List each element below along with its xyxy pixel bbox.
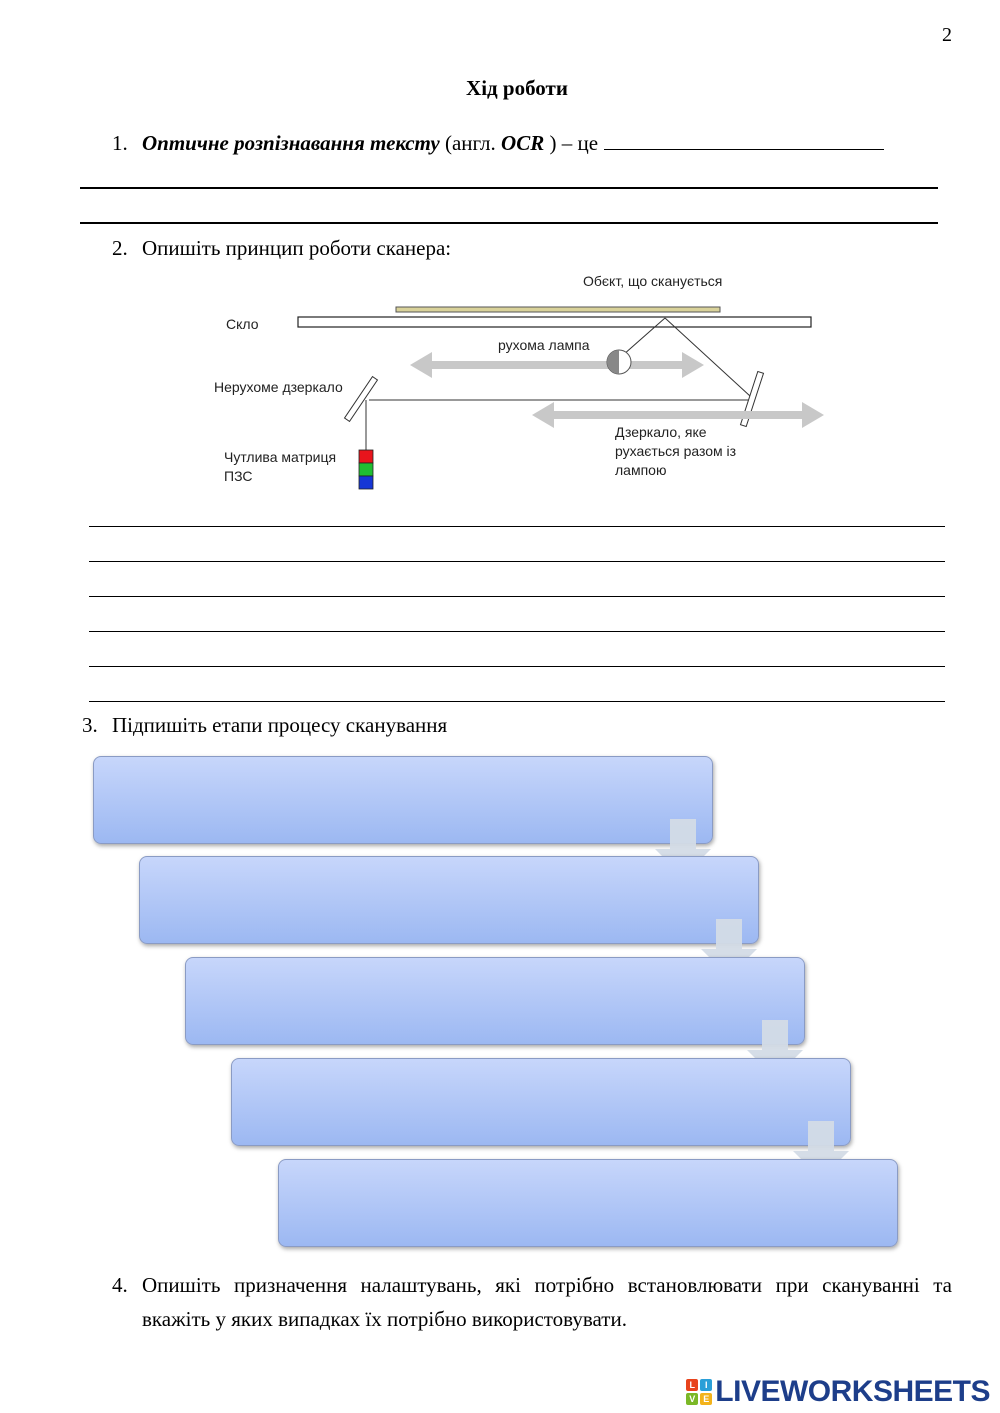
q1-tail: ) – це <box>544 131 599 155</box>
answer-line-2c[interactable] <box>89 596 945 597</box>
ccd-matrix <box>359 450 373 489</box>
moving-mirror-label-3: лампою <box>615 462 667 478</box>
answer-line-2b[interactable] <box>89 561 945 562</box>
q1-mid: (англ. <box>439 131 502 155</box>
logo-letter: V <box>686 1393 698 1405</box>
moving-mirror-label-1: Дзеркало, яке <box>615 424 707 440</box>
ccd-blue <box>359 476 373 489</box>
process-step-3[interactable] <box>185 957 805 1045</box>
question-2-text: Опишіть принцип роботи сканера: <box>142 236 452 260</box>
page-number: 2 <box>942 24 952 46</box>
question-4-number: 4. <box>112 1273 128 1297</box>
fixed-mirror <box>345 377 378 422</box>
logo-letter: I <box>700 1379 712 1391</box>
answer-line-1a[interactable] <box>80 187 938 189</box>
liveworksheets-watermark <box>686 1374 990 1410</box>
watermark-text: LIVEWORKSHEETS <box>715 1375 990 1408</box>
answer-blank-1[interactable] <box>604 131 884 150</box>
answer-line-2e[interactable] <box>89 666 945 667</box>
ccd-green <box>359 463 373 476</box>
glass-plate <box>298 317 811 327</box>
lamp-icon <box>607 350 631 374</box>
question-3-text: Підпишіть етапи процесу сканування <box>112 713 448 737</box>
question-3 <box>82 708 447 742</box>
answer-line-2a[interactable] <box>89 526 945 527</box>
page-title: Хід роботи <box>466 76 568 100</box>
answer-line-2f[interactable] <box>89 701 945 702</box>
lamp-arrow <box>410 352 704 378</box>
question-2 <box>112 231 451 265</box>
glass-label: Скло <box>226 316 259 332</box>
logo-letter: L <box>686 1379 698 1391</box>
question-3-number: 3. <box>82 713 98 737</box>
answer-line-1b[interactable] <box>80 222 938 224</box>
answer-line-2d[interactable] <box>89 631 945 632</box>
process-step-2[interactable] <box>139 856 759 944</box>
fixed-mirror-label: Нерухоме дзеркало <box>214 379 343 395</box>
lamp-label: рухома лампа <box>498 337 590 353</box>
matrix-label-1: Чутлива матриця <box>224 449 337 465</box>
light-ray-2 <box>665 318 750 396</box>
ocr-term: Оптичне розпізнавання тексту <box>142 131 440 155</box>
logo-letter: E <box>700 1393 712 1405</box>
ocr-abbr: OCR <box>501 131 545 155</box>
ccd-red <box>359 450 373 463</box>
question-4-text: Опишіть призначення налаштувань, які потрібно встановлювати при скануванні та вкажіть у яких випадках їх потрібно використовувати. <box>142 1273 952 1331</box>
object-label: Обєкт, що сканується <box>583 273 723 289</box>
process-step-5[interactable] <box>278 1159 898 1247</box>
liveworksheets-logo <box>686 1379 712 1405</box>
process-step-1[interactable] <box>93 756 713 844</box>
question-4 <box>112 1268 952 1336</box>
question-2-number: 2. <box>112 236 128 260</box>
process-step-4[interactable] <box>231 1058 851 1146</box>
scanned-object <box>396 307 720 312</box>
moving-mirror-label-2: рухається разом із <box>615 443 737 459</box>
question-1-number: 1. <box>112 131 128 155</box>
scanner-diagram <box>210 268 850 498</box>
matrix-label-2: ПЗС <box>224 468 253 484</box>
question-1 <box>112 126 952 160</box>
